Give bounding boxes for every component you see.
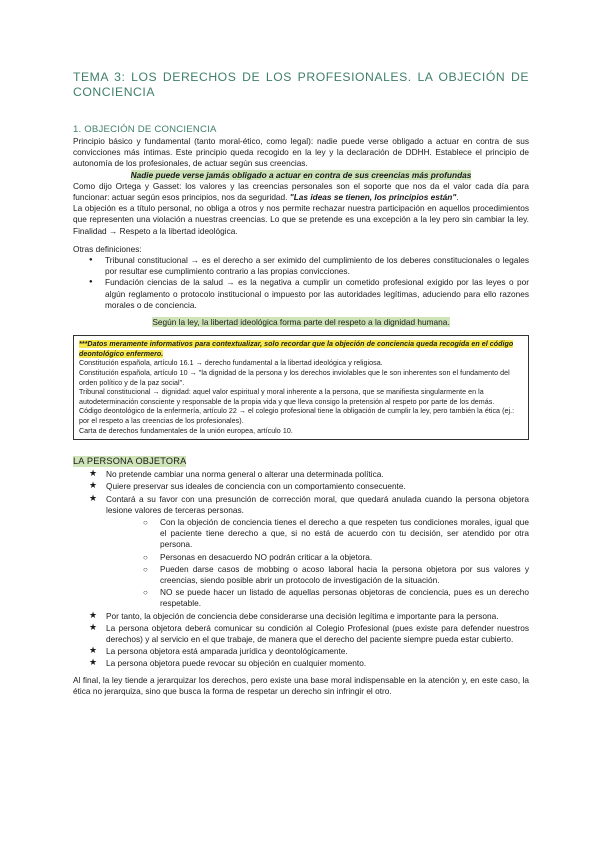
highlight-text: Nadie puede verse jamás obligado a actuar en contra de sus creencias más profundas	[130, 169, 472, 180]
objetora-item: ★ Contará a su favor con una presunción de corrección moral, que quedará anulada cuando la persona objetora lesione valores de terceras personas.	[73, 494, 529, 516]
document-page	[73, 70, 529, 697]
objetora-item: ★ La persona objetora puede revocar su objeción en cualquier momento.	[73, 658, 529, 669]
objetora-item: ★ Quiere preservar sus ideales de conciencia con un comportamiento consecuente.	[73, 481, 529, 492]
objetora-subitem: ○ NO se puede hacer un listado de aquellas personas objetoras de conciencia, pues es un derecho respetable.	[73, 587, 529, 609]
objetora-item: ★ La persona objetora está amparada jurídica y deontológicamente.	[73, 646, 529, 657]
definitions-title: Otras definiciones:	[73, 243, 142, 254]
info-box-line: Carta de derechos fundamentales de la unión europea, artículo 10.	[79, 426, 293, 435]
objetora-list	[73, 469, 529, 516]
law-note-text: Según la ley, la libertad ideológica forma parte del respeto a la dignidad humana.	[152, 317, 450, 328]
info-box-intro: ***Datos meramente informativos para contextualizar, solo recordar que la objeción de conciencia queda recogida en el código deontológico enfermero.	[79, 340, 514, 358]
ortega-quote: "Las ideas se tienen, los principios están"	[289, 192, 457, 203]
objetora-item: ★ Por tanto, la objeción de conciencia debe considerarse una decisión legítima e importante para la persona.	[73, 611, 529, 622]
final-paragraph: Al final, la ley tiende a jerarquizar los derechos, pero existe una base moral indispensable en la atención y, en este caso, la ética no jerarquiza, sino que busca la forma de respetar un derecho sin infringir el otro.	[73, 674, 529, 696]
document-title: TEMA 3: LOS DERECHOS DE LOS PROFESIONALES. LA OBJECIÓN DE CONCIENCIA	[73, 70, 529, 99]
paragraph-titulo-personal: La objeción es a título personal, no obliga a otros y nos permite rechazar nuestra participación en aquellos procedimientos que representen una violación a nuestras creencias. Lo que se pretende es una excepción a la ley pero sin cambiar la ley. Finalidad → Respeto a la libertad ideológica.	[73, 203, 529, 236]
paragraph-ortega: Como dijo Ortega y Gasset: los valores y las creencias personales son el soporte que nos da el valor cada día para funcionar: actuar según esos principios, nos da seguridad. "Las ideas se tienen, los principios están".	[73, 180, 529, 203]
objetora-sublist	[73, 517, 529, 610]
info-box-line: Constitución española, artículo 10 → "la dignidad de la persona y los derechos inviolables que le son inherentes son el fundamento del orden político y de la paz social".	[79, 369, 510, 387]
law-note	[73, 317, 529, 328]
section-heading-objecion: 1. OBJECIÓN DE CONCIENCIA	[73, 124, 217, 135]
info-box-line: Código deontológico de la enfermería, artículo 22 → el colegio profesional tiene la obligación de cumplir la ley, pero también la ética (ej.: por el respeto a las creencias de los profesionales).	[79, 407, 515, 425]
definitions-list	[73, 255, 529, 311]
objetora-subitem: ○ Personas en desacuerdo NO podrán criticar a la objetora.	[73, 552, 529, 563]
paragraph-principio: Principio básico y fundamental (tanto moral-ético, como legal): nadie puede verse obligado a actuar en contra de sus convicciones más íntimas. Este principio queda recogido en la ley y la declaración de DDHH. Establece el principio de autonomía de los profesionales, de actuar según sus creencias.	[73, 136, 529, 169]
definition-item: ● Fundación ciencias de la salud → es la negativa a cumplir un cometido profesional exigido por las leyes o por algún reglamento o protocolo institucional o impuesto por las autoridades legítimas, aduciendo para ello razones morales o de conciencia.	[73, 277, 529, 311]
highlighted-statement	[73, 170, 529, 181]
section-heading-persona-objetora: LA PERSONA OBJETORA	[73, 456, 187, 467]
info-box-line: Constitución española, artículo 16.1 → derecho fundamental a la libertad ideológica y religiosa.	[79, 359, 383, 368]
info-box-line: Tribunal constitucional → dignidad: aquel valor espiritual y moral inherente a la persona, que se manifiesta singularmente en la autodeterminación consciente y responsable de la propia vida y que lleva consigo la pretensión al respeto por parte de los demás.	[79, 388, 495, 406]
definition-item: ● Tribunal constitucional → es el derecho a ser eximido del cumplimiento de los deberes constitucionales o legales por resultar ese cumplimiento contrario a las propias convicciones.	[73, 255, 529, 277]
objetora-item: ★ No pretende cambiar una norma general o alterar una determinada política.	[73, 469, 529, 480]
ortega-text: Como dijo Ortega y Gasset: los valores y las creencias personales son el soporte que nos da el valor cada día para funcionar: actuar según esos principios, nos da seguridad.	[73, 180, 529, 203]
info-box	[73, 335, 529, 440]
objetora-subitem: ○ Pueden darse casos de mobbing o acoso laboral hacia la persona objetora por sus valores y creencias, siendo posible abrir un protocolo de investigación de la situación.	[73, 564, 529, 586]
objetora-subitem: ○ Con la objeción de conciencia tienes el derecho a que respeten tus condiciones morales, igual que el paciente tiene derecho a que, si no está de acuerdo con tu decisión, ser atendido por otra persona.	[73, 517, 529, 551]
objetora-item: ★ La persona objetora deberá comunicar su condición al Colegio Profesional (pues existe para defender nuestros derechos) y al servicio en el que trabaje, de manera que el derecho del paciente siempre pueda estar cubierto.	[73, 623, 529, 645]
objetora-list-2	[73, 611, 529, 670]
